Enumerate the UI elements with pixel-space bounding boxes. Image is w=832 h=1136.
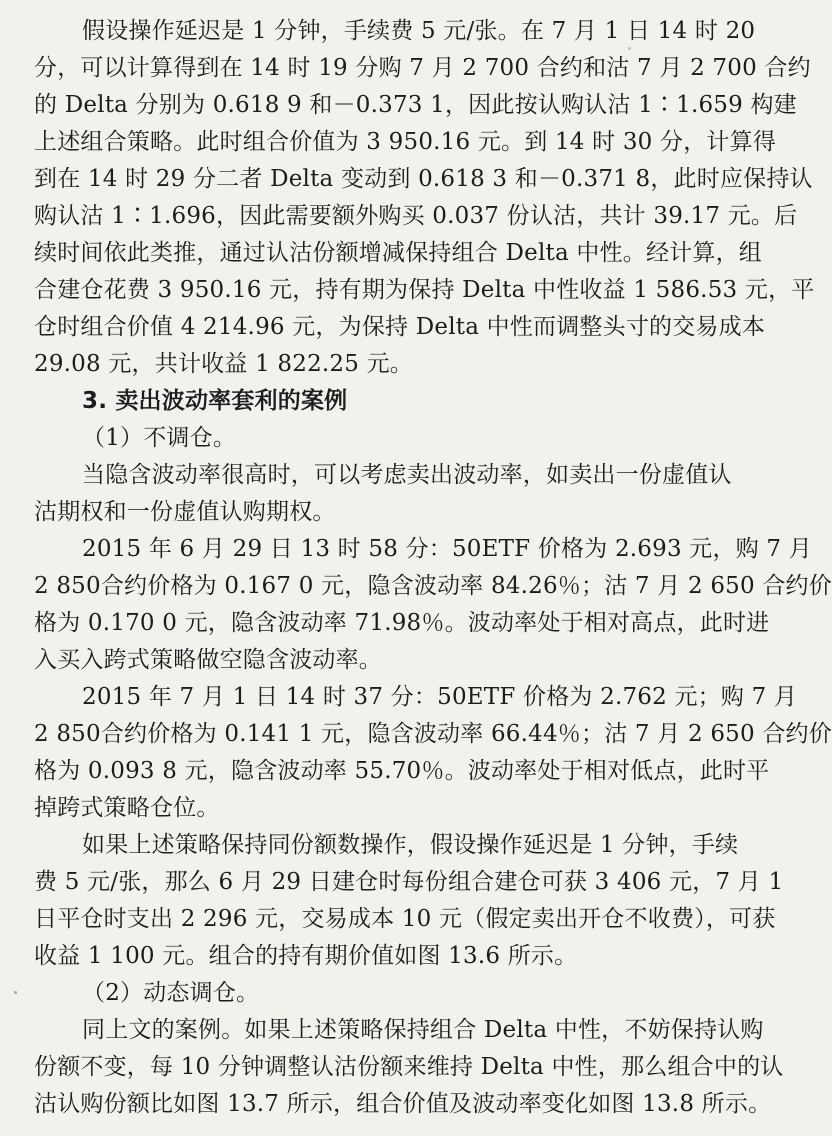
text-line: 2 850合约价格为 0.167 0 元，隐含波动率 84.26％；沽 7 月 2 650 合约价 bbox=[34, 573, 832, 599]
text-line: 沽期权和一份虚值认购期权。 bbox=[34, 499, 336, 525]
text-line: 续时间依此类推，通过认沽份额增减保持组合 Delta 中性。经计算，组 bbox=[34, 240, 762, 266]
text-line: 合建仓花费 3 950.16 元，持有期为保持 Delta 中性收益 1 586.53 元，平 bbox=[34, 277, 815, 303]
text-line: 掉跨式策略仓位。 bbox=[34, 795, 220, 821]
scan-speck bbox=[14, 991, 17, 994]
section-heading: 3. 卖出波动率套利的案例 bbox=[82, 388, 348, 414]
scan-speck bbox=[628, 47, 631, 50]
text-line: 当隐含波动率很高时，可以考虑卖出波动率，如卖出一份虚值认 bbox=[82, 462, 732, 488]
text-line: 2015 年 6 月 29 日 13 时 58 分：50ETF 价格为 2.693 元，购 7 月 bbox=[82, 536, 812, 562]
subsection-heading: （2）动态调仓。 bbox=[82, 980, 260, 1006]
text-line: 到在 14 时 29 分二者 Delta 变动到 0.618 3 和－0.371 8，此时应保持认 bbox=[34, 166, 813, 192]
text-line: 格为 0.170 0 元，隐含波动率 71.98％。波动率处于相对高点，此时进 bbox=[34, 610, 770, 636]
text-line: 同上文的案例。如果上述策略保持组合 Delta 中性，不妨保持认购 bbox=[82, 1017, 764, 1043]
text-line: 仓时组合价值 4 214.96 元，为保持 Delta 中性而调整头寸的交易成本 bbox=[34, 314, 766, 340]
text-line: 费 5 元/张，那么 6 月 29 日建仓时每份组合建仓可获 3 406 元，7 月 1 bbox=[34, 869, 784, 895]
text-line: 的 Delta 分别为 0.618 9 和－0.373 1，因此按认购认沽 1∶1.659 构建 bbox=[34, 92, 797, 118]
text-line: 日平仓时支出 2 296 元，交易成本 10 元（假定卖出开仓不收费），可获 bbox=[34, 906, 776, 932]
text-line: 分，可以计算得到在 14 时 19 分购 7 月 2 700 合约和沽 7 月 2 700 合约 bbox=[34, 55, 811, 81]
text-line: 假设操作延迟是 1 分钟，手续费 5 元/张。在 7 月 1 日 14 时 20 bbox=[82, 18, 756, 44]
text-line: 2015 年 7 月 1 日 14 时 37 分：50ETF 价格为 2.762 元；购 7 月 bbox=[82, 684, 798, 710]
text-line: 如果上述策略保持同份额数操作，假设操作延迟是 1 分钟，手续 bbox=[82, 832, 739, 858]
subsection-heading: （1）不调仓。 bbox=[82, 425, 237, 451]
text-line: 29.08 元，共计收益 1 822.25 元。 bbox=[34, 351, 413, 377]
text-line: 格为 0.093 8 元，隐含波动率 55.70％。波动率处于相对低点，此时平 bbox=[34, 758, 770, 784]
text-line: 入买入跨式策略做空隐含波动率。 bbox=[34, 647, 382, 673]
text-line: 收益 1 100 元。组合的持有期价值如图 13.6 所示。 bbox=[34, 943, 578, 969]
text-line: 上述组合策略。此时组合价值为 3 950.16 元。到 14 时 30 分，计算得 bbox=[34, 129, 777, 155]
text-line: 2 850合约价格为 0.141 1 元，隐含波动率 66.44％；沽 7 月 2 650 合约价 bbox=[34, 721, 832, 747]
text-line: 份额不变，每 10 分钟调整认沽份额来维持 Delta 中性，那么组合中的认 bbox=[34, 1054, 784, 1080]
text-line: 沽认购份额比如图 13.7 所示，组合价值及波动率变化如图 13.8 所示。 bbox=[34, 1091, 772, 1117]
text-line: 购认沽 1∶1.696，因此需要额外购买 0.037 份认沽，共计 39.17 元。后 bbox=[34, 203, 798, 229]
